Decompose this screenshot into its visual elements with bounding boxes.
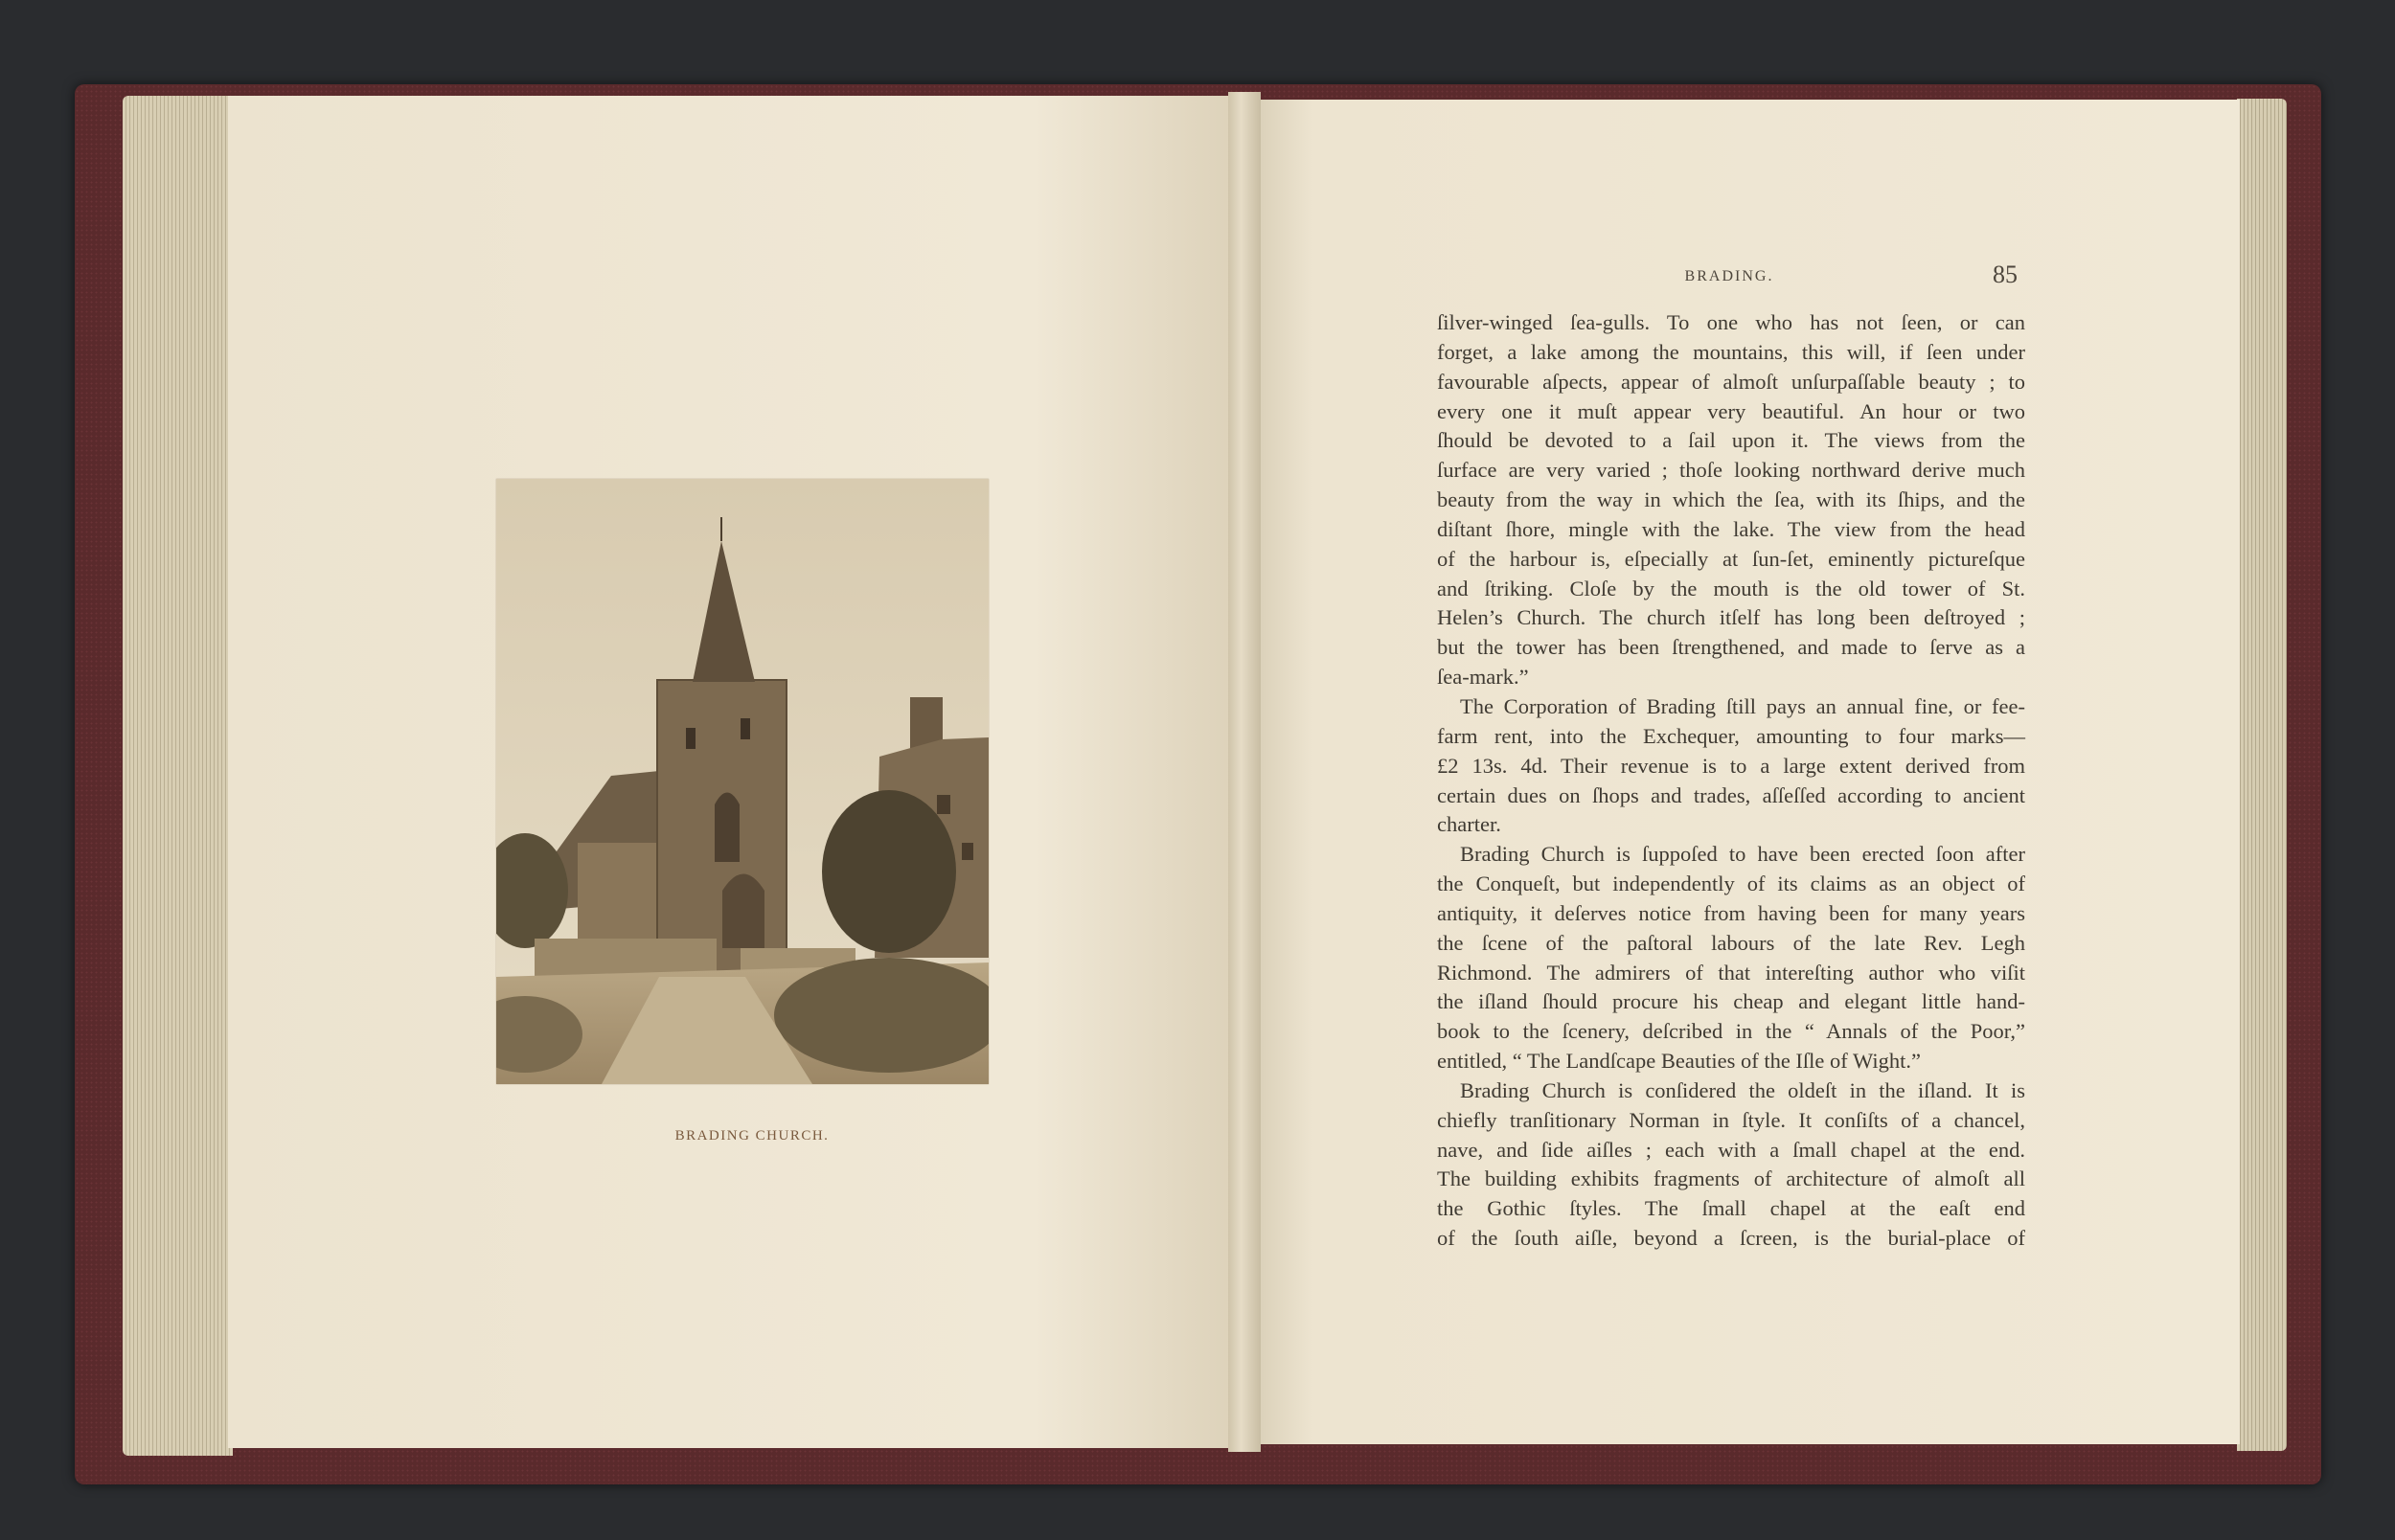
church-photograph: [496, 479, 989, 1084]
text-line: diſtant ſhore, mingle with the lake. The view from the head: [1437, 516, 2025, 541]
text-line: of the harbour is, eſpecially at ſun-ſet, eminently pictureſque: [1437, 546, 2025, 571]
text-line: every one it muſt appear very beautiful. An hour or two: [1437, 398, 2025, 423]
page-edges-left: [123, 96, 233, 1456]
text-line: favourable aſpects, appear of almoſt unſurpaſſable beauty ; to: [1437, 369, 2025, 394]
text-line: £2 13s. 4d. Their revenue is to a large extent derived from: [1437, 753, 2025, 778]
text-line: ſurface are very varied ; thoſe looking northward derive much: [1437, 458, 2025, 483]
text-line: The Corporation of Brading ſtill pays an annual fine, or fee-: [1460, 693, 2025, 718]
text-line: but the tower has been ſtrengthened, and made to ſerve as a: [1437, 635, 2025, 660]
text-line: farm rent, into the Exchequer, amounting to four marks—: [1437, 723, 2025, 748]
page-edges-right: [2237, 99, 2287, 1451]
text-line: Helen’s Church. The church itſelf has long been deſtroyed ;: [1437, 605, 2025, 630]
text-line: of the ſouth aiſle, beyond a ſcreen, is the burial-place of: [1437, 1226, 2025, 1251]
text-line: entitled, “ The Landſcape Beauties of the Iſle of Wight.”: [1437, 1049, 1921, 1074]
text-line: ſilver-winged ſea-gulls. To one who has not ſeen, or can: [1437, 310, 2025, 334]
text-line: book to the ſcenery, deſcribed in the “ Annals of the Poor,”: [1437, 1019, 2025, 1044]
text-line: nave, and ſide aiſles ; each with a ſmall chapel at the end.: [1437, 1137, 2025, 1162]
text-line: and ſtriking. Cloſe by the mouth is the old tower of St.: [1437, 576, 2025, 600]
text-line: Brading Church is conſidered the oldeſt in the iſland. It is: [1460, 1077, 2025, 1102]
text-line: chiefly tranſitionary Norman in ſtyle. It conſiſts of a chancel,: [1437, 1107, 2025, 1132]
text-line: the Conqueſt, but independently of its claims as an object of: [1437, 872, 2025, 896]
text-line: the iſland ſhould procure his cheap and elegant little hand-: [1437, 989, 2025, 1014]
text-line: The building exhibits fragments of architecture of almoſt all: [1437, 1166, 2025, 1191]
text-line: Brading Church is ſuppoſed to have been erected ſoon after: [1460, 842, 2025, 867]
text-line: the Gothic ſtyles. The ſmall chapel at the eaſt end: [1437, 1196, 2025, 1221]
text-line: the ſcene of the paſtoral labours of the late Rev. Legh: [1437, 930, 2025, 955]
text-line: antiquity, it deſerves notice from having been for many years: [1437, 900, 2025, 925]
text-line: certain dues on ſhops and trades, aſſeſſed according to ancient: [1437, 782, 2025, 807]
text-line: forget, a lake among the mountains, this will, if ſeen under: [1437, 339, 2025, 364]
page-number: 85: [1993, 260, 2018, 288]
text-line: ſhould be devoted to a ſail upon it. The views from the: [1437, 428, 2025, 453]
text-line: ſea-mark.”: [1437, 665, 1529, 690]
book-gutter: [1228, 92, 1261, 1452]
body-text: [1437, 308, 2025, 1254]
text-line: Richmond. The admirers of that intereſting author who viſit: [1437, 960, 2025, 985]
text-line: charter.: [1437, 812, 1501, 837]
plate-caption: BRADING CHURCH.: [674, 1128, 830, 1144]
running-head: BRADING.: [1684, 268, 1774, 284]
text-line: beauty from the way in which the ſea, with its ſhips, and the: [1437, 487, 2025, 512]
